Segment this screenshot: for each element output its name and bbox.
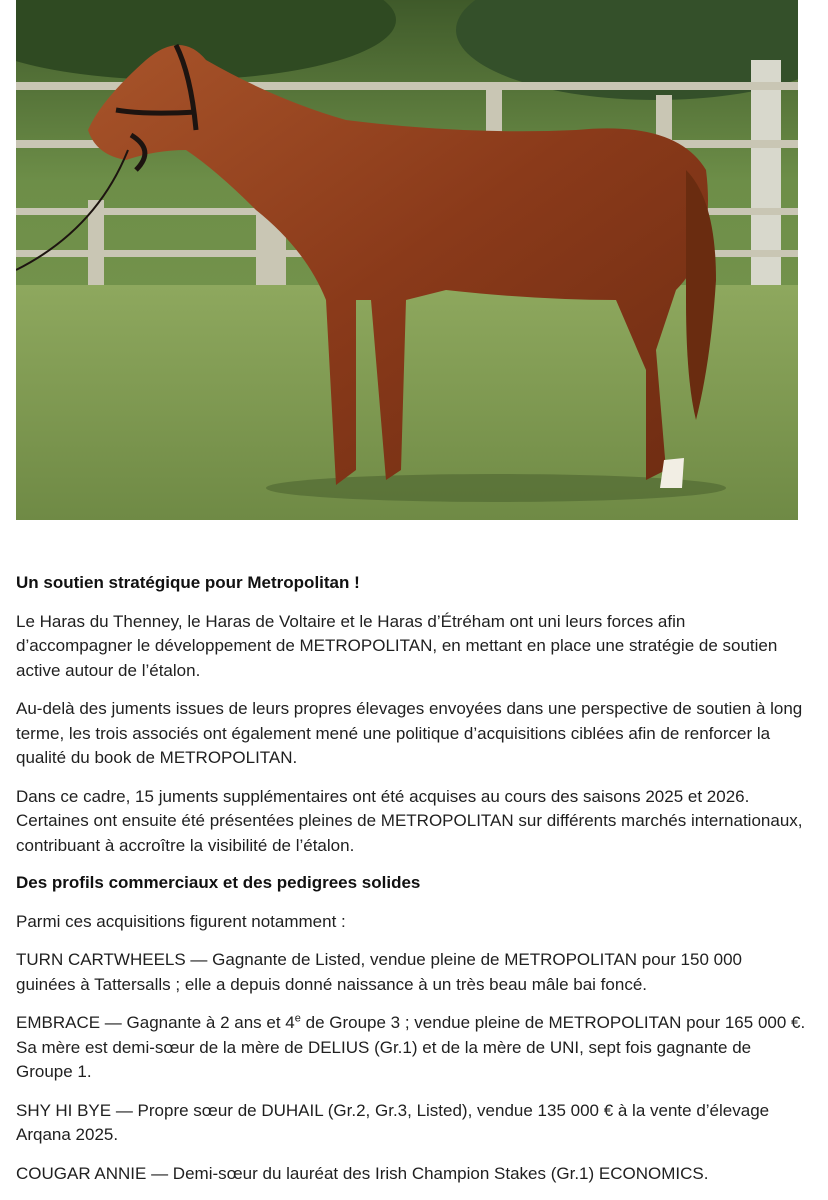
list-item-cougar-annie: COUGAR ANNIE — Demi-sœur du lauréat des Irish Champion Stakes (Gr.1) ECONOMICS. bbox=[16, 1163, 709, 1183]
embrace-text-end: de Groupe 3 ; vendue pleine de METROPOLITAN pour 165 000 €. Sa mère est demi-sœur de la mère de DELIUS (Gr.1) et de la mère de UNI, sept fois gagnante de Groupe 1. bbox=[16, 1013, 806, 1081]
paragraph-context: Dans ce cadre, 15 juments supplémentaires ont été acquises au cours des saisons 2025 et 2026. Certaines ont ensuite été présentées pleines de METROPOLITAN sur différents marchés internationaux, contribuant à accroître la visibilité de l’étalon. bbox=[16, 786, 803, 855]
list-item-turn-cartwheels: TURN CARTWHEELS — Gagnante de Listed, vendue pleine de METROPOLITAN pour 150 000 guinées à Tattersalls ; elle a depuis donné naissance à un très beau mâle bai foncé. bbox=[16, 950, 742, 994]
article-body bbox=[16, 571, 806, 1200]
embrace-text-start: EMBRACE — Gagnante à 2 ans et 4 bbox=[16, 1013, 295, 1032]
horse-illustration bbox=[16, 0, 798, 520]
paragraph-list-intro: Parmi ces acquisitions figurent notamment : bbox=[16, 911, 346, 931]
section-heading-support: Un soutien stratégique pour Metropolitan ! bbox=[16, 573, 360, 592]
horse-photo bbox=[16, 0, 798, 520]
list-item-embrace bbox=[16, 1011, 806, 1085]
paragraph-intro: Le Haras du Thenney, le Haras de Voltaire et le Haras d’Étréham ont uni leurs forces afin d’accompagner le développement de METROPOLITAN, en mettant en place une stratégie de soutien active autour de l’étalon. bbox=[16, 611, 778, 680]
paragraph-acquisitions: Au-delà des juments issues de leurs propres élevages envoyées dans une perspective de soutien à long terme, les trois associés ont également mené une politique d’acquisitions ciblées afin de renforcer la qualité du book de METROPOLITAN. bbox=[16, 699, 803, 767]
embrace-superscript: e bbox=[294, 1012, 301, 1025]
section-heading-profiles: Des profils commerciaux et des pedigrees solides bbox=[16, 873, 421, 892]
list-item-shy-hi-bye: SHY HI BYE — Propre sœur de DUHAIL (Gr.2, Gr.3, Listed), vendue 135 000 € à la vente d’élevage Arqana 2025. bbox=[16, 1100, 770, 1144]
